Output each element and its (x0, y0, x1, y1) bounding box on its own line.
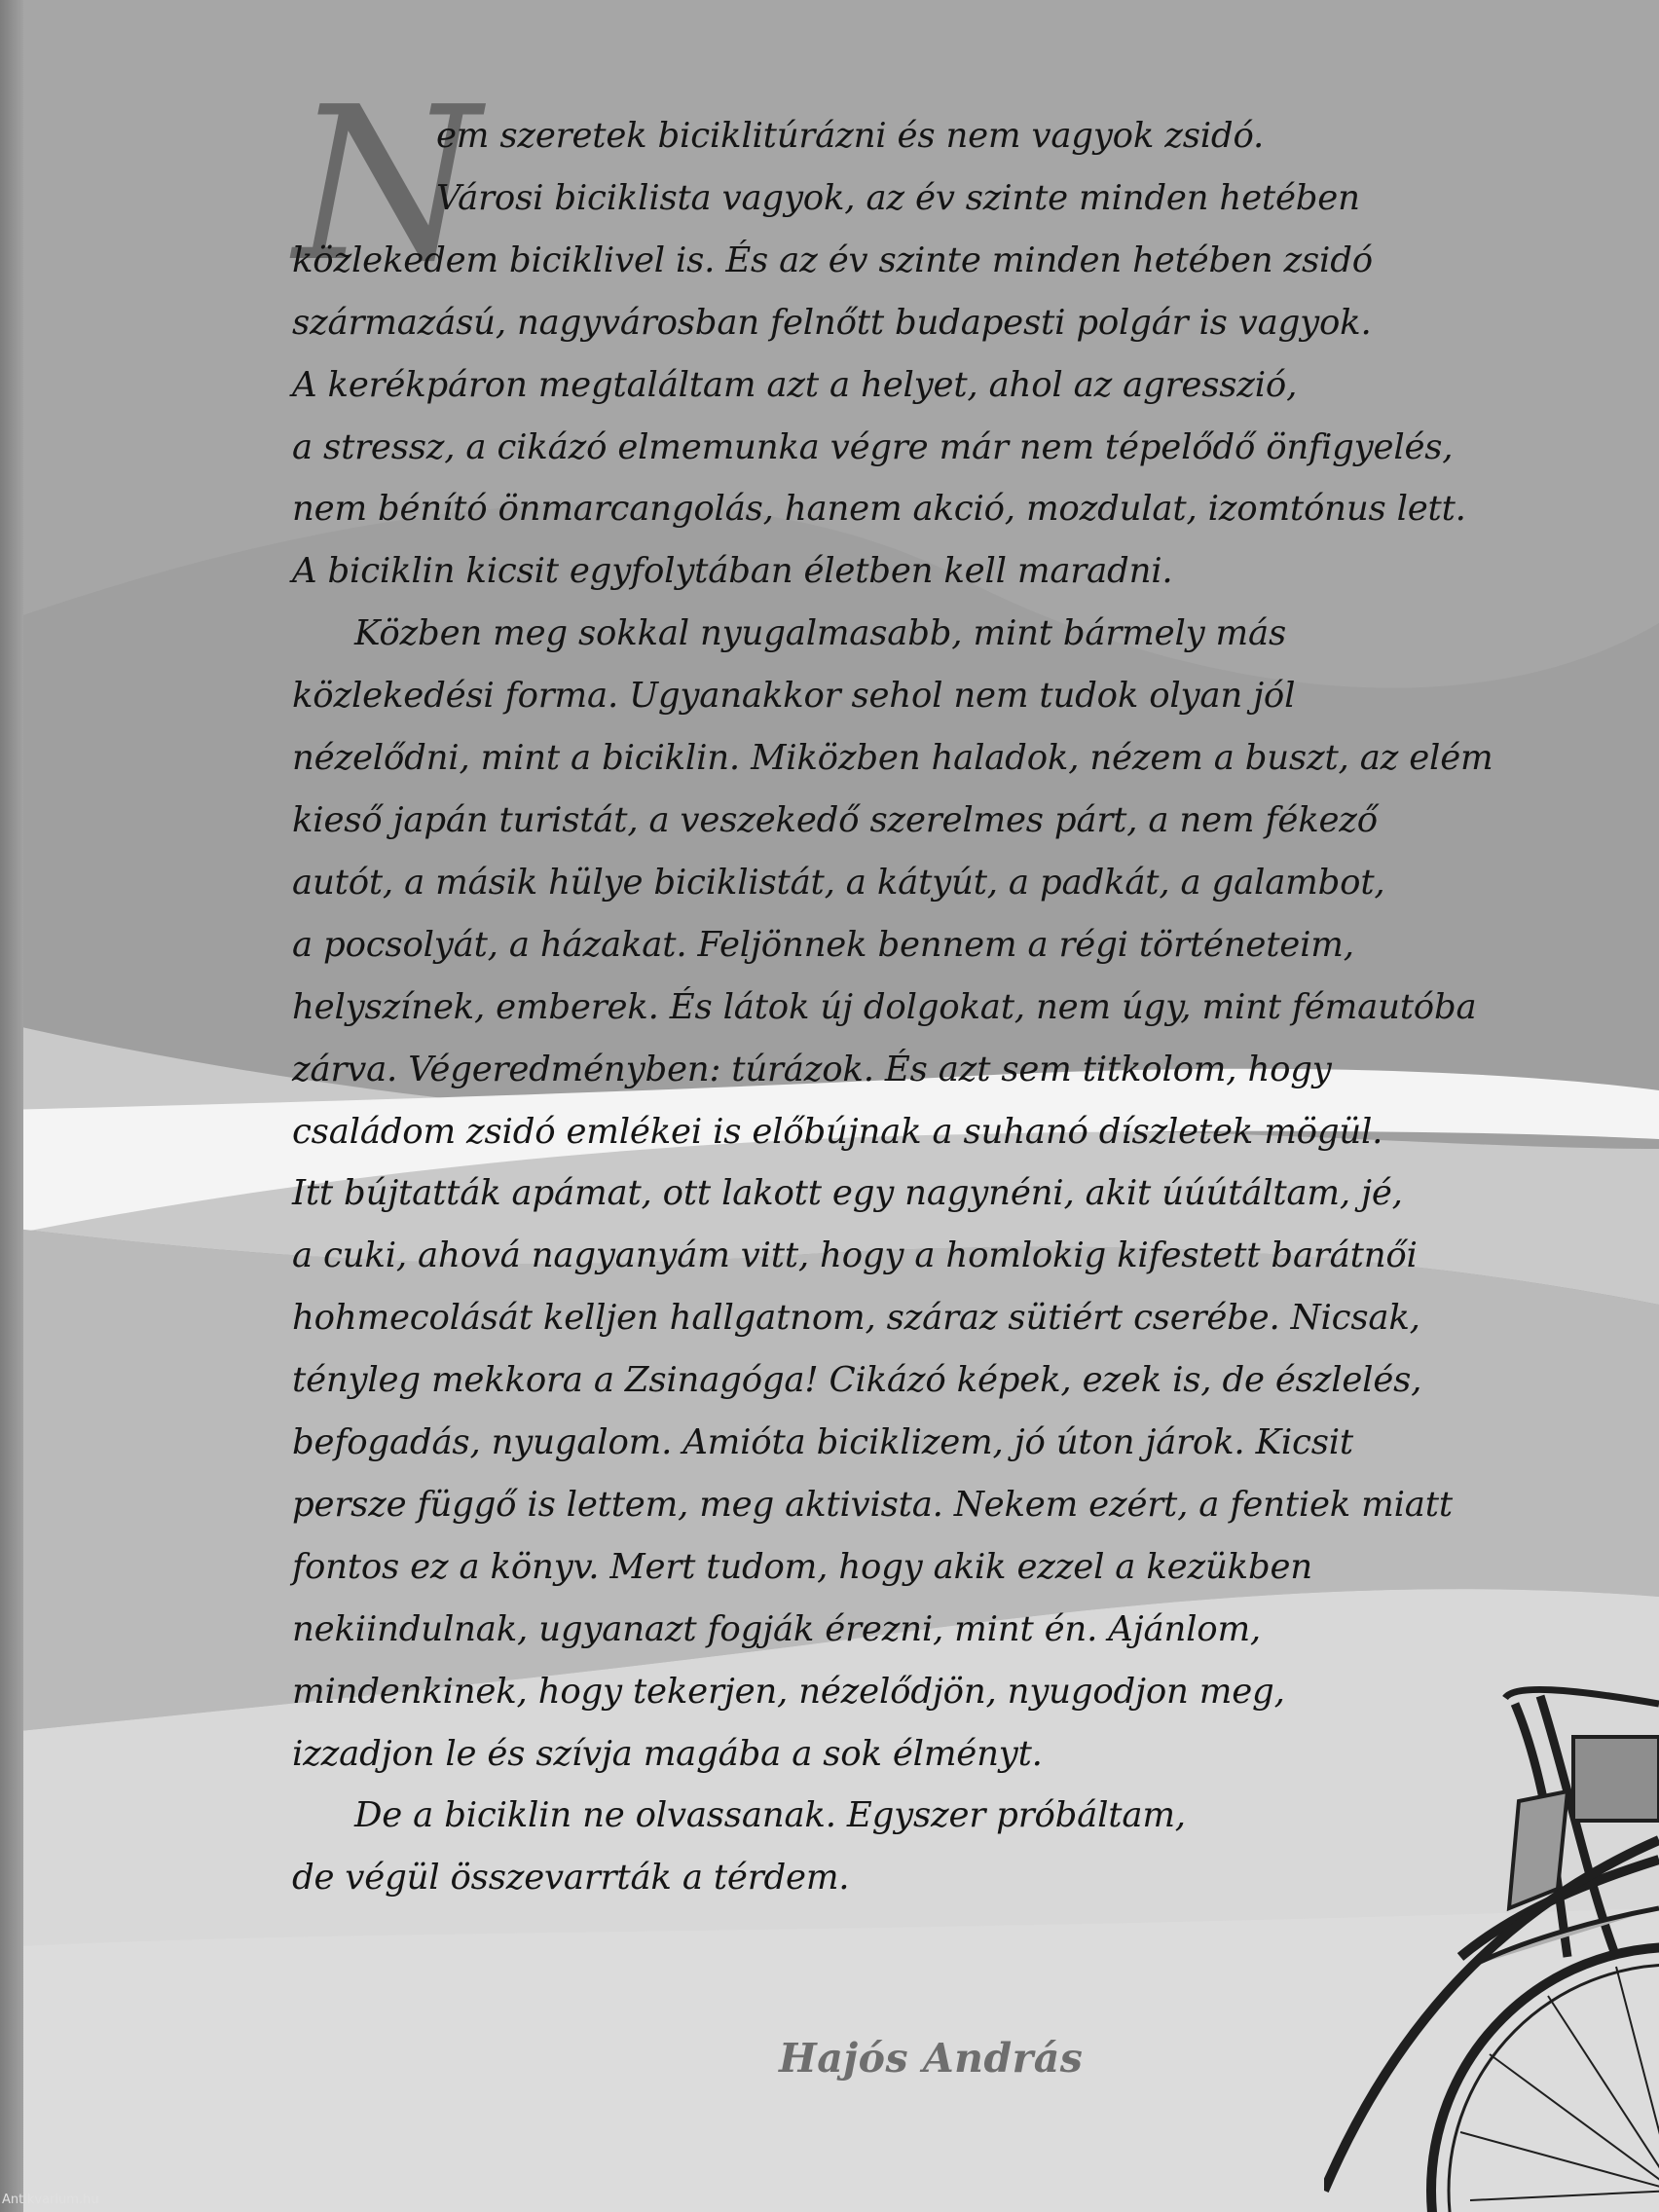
text-line: de végül összevarrták a térdem. (292, 1858, 850, 1899)
article-text (292, 105, 1519, 1909)
text-line: nézelődni, mint a biciklin. Miközben haladok, nézem a buszt, az elém (292, 738, 1493, 779)
author-signature: Hajós András (779, 2035, 1084, 2082)
text-line: a cuki, ahová nagyanyám vitt, hogy a homlokig kifestett barátnői (292, 1235, 1418, 1276)
text-line: helyszínek, emberek. És látok új dolgokat, nem úgy, mint fémautóba (292, 986, 1477, 1027)
text-line: mindenkinek, hogy tekerjen, nézelődjön, nyugodjon meg, (292, 1671, 1285, 1712)
text-line: családom zsidó emlékei is előbújnak a suhanó díszletek mögül. (292, 1111, 1383, 1152)
text-line: a pocsolyát, a házakat. Feljönnek bennem a régi történeteim, (292, 924, 1354, 965)
text-line: em szeretek biciklitúrázni és nem vagyok zsidó. (436, 116, 1265, 156)
site-watermark: Antikvarium.hu (2, 2193, 99, 2207)
text-line: zárva. Végeredményben: túrázok. És azt sem titkolom, hogy (292, 1049, 1332, 1089)
text-line: A biciklin kicsit egyfolytában életben kell maradni. (292, 551, 1173, 592)
text-line: nekiindulnak, ugyanazt fogják érezni, mint én. Ajánlom, (292, 1608, 1261, 1649)
paragraph-1-opening (292, 105, 1519, 230)
text-line: nem bénító önmarcangolás, hanem akció, mozdulat, izomtónus lett. (292, 489, 1466, 530)
text-line: tényleg mekkora a Zsinagóga! Cikázó képek, ezek is, de észlelés, (292, 1360, 1422, 1401)
text-line: autót, a másik hülye biciklistát, a kátyút, a padkát, a galambot, (292, 862, 1385, 903)
text-line: persze függő is lettem, meg aktivista. Nekem ezért, a fentiek miatt (292, 1484, 1453, 1525)
text-line: izzadjon le és szívja magába a sok élményt. (292, 1733, 1043, 1774)
page-edge-shadow (0, 0, 23, 2212)
text-line: közlekedési forma. Ugyanakkor sehol nem tudok olyan jól (292, 676, 1296, 717)
text-line: De a biciklin ne olvassanak. Egyszer próbáltam, (354, 1795, 1186, 1836)
text-line: a stressz, a cikázó elmemunka végre már nem tépelődő önfigyelés, (292, 426, 1454, 467)
text-line: befogadás, nyugalom. Amióta biciklizem, jó úton járok. Kicsit (292, 1422, 1353, 1463)
text-line: származású, nagyvárosban felnőtt budapesti polgár is vagyok. (292, 302, 1372, 343)
text-line: hohmecolását kelljen hallgatnom, száraz sütiért cserébe. Nicsak, (292, 1298, 1420, 1339)
text-line: fontos ez a könyv. Mert tudom, hogy akik ezzel a kezükben (292, 1546, 1312, 1587)
text-line: közlekedem biciklivel is. És az év szinte minden hetében zsidó (292, 240, 1373, 280)
text-line: A kerékpáron megtaláltam azt a helyet, ahol az agresszió, (292, 364, 1298, 405)
drop-cap-letter: N (294, 62, 480, 309)
text-line: kieső japán turistát, a veszekedő szerelmes párt, a nem fékező (292, 799, 1378, 840)
text-line: Városi biciklista vagyok, az év szinte minden hetében (436, 177, 1360, 218)
text-line: Itt bújtatták apámat, ott lakott egy nagynéni, akit úúútáltam, jé, (292, 1173, 1403, 1214)
text-line: Közben meg sokkal nyugalmasabb, mint bármely más (354, 613, 1286, 654)
